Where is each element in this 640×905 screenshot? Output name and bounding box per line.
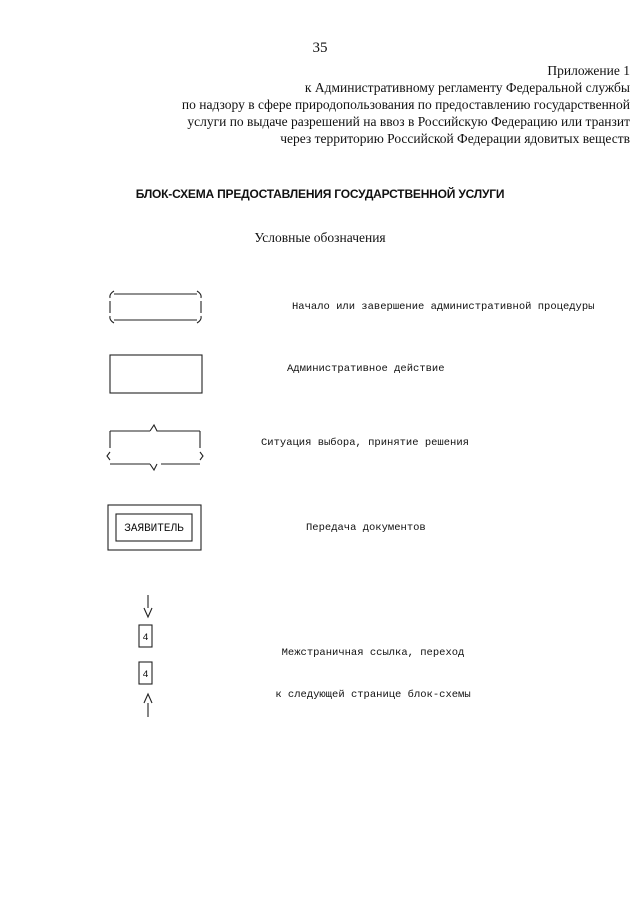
decision-symbol [107, 425, 203, 470]
page-ref-out-number: 4 [142, 633, 149, 644]
appendix-line-3: по надзору в сфере природопользования по предоставлению государственной [181, 97, 630, 112]
legend-page-ref-line-1: Межстраничная ссылка, переход [281, 647, 465, 659]
legend-page-ref-text [267, 618, 479, 716]
terminal-symbol [110, 291, 201, 323]
action-symbol [110, 355, 202, 393]
appendix-line-5: через территорию Российской Федерации ядовитых веществ [280, 131, 630, 146]
legend-page-ref-line-2: к следующей странице блок-схемы [275, 689, 471, 701]
legend-decision-text: Ситуация выбора, принятие решения [261, 437, 469, 449]
appendix-line-2: к Административному регламенту Федеральной службы [304, 80, 630, 95]
scheme-title: БЛОК-СХЕМА ПРЕДОСТАВЛЕНИЯ ГОСУДАРСТВЕННОЙ УСЛУГИ [135, 187, 505, 201]
legend-action-text: Административное действие [287, 363, 445, 375]
appendix-line-1: Приложение 1 [547, 63, 630, 78]
appendix-line-4: услуги по выдаче разрешений на ввоз в Российскую Федерацию или транзит [187, 114, 630, 129]
page-ref-in-number: 4 [142, 670, 149, 681]
legend-title: Условные обозначения [254, 230, 386, 245]
legend-documents-text: Передача документов [306, 522, 426, 534]
legend-start-end-text: Начало или завершение административной процедуры [292, 301, 595, 313]
page-number: 35 [312, 40, 328, 56]
documents-box-label: ЗАЯВИТЕЛЬ [124, 523, 184, 535]
